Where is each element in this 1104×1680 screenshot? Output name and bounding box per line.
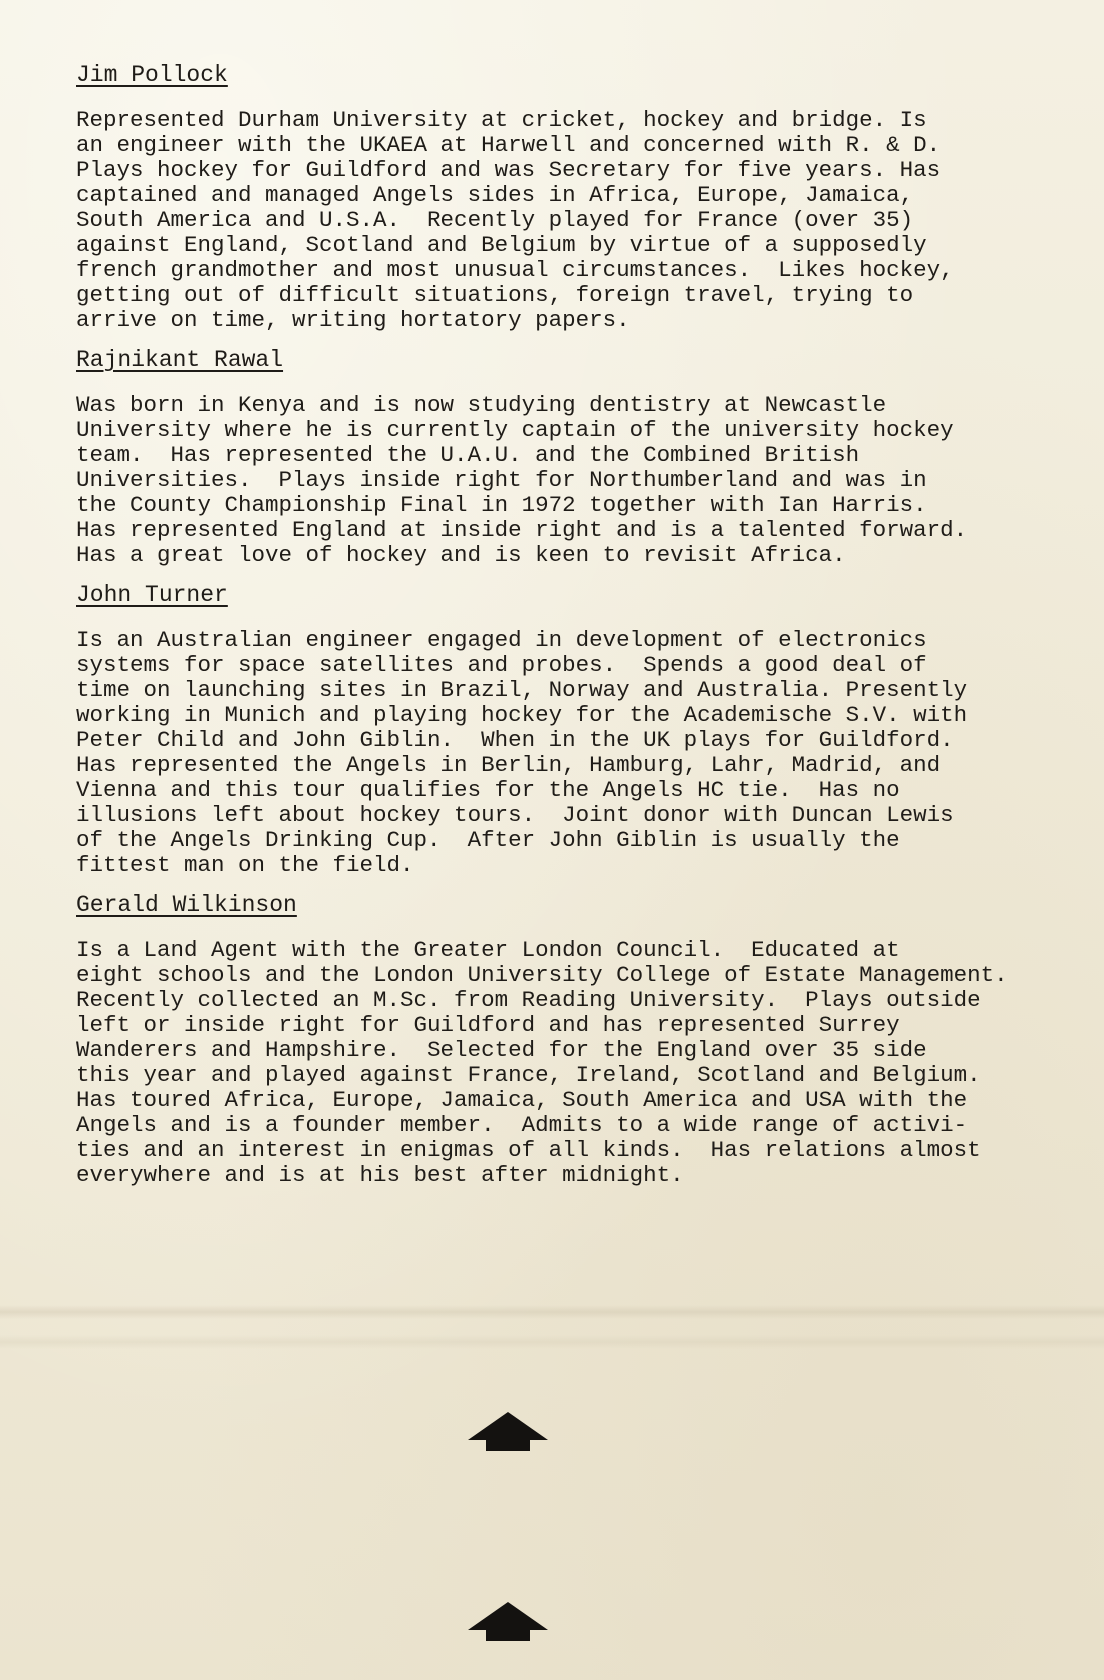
profile-entry xyxy=(76,892,1076,1188)
profile-paragraph xyxy=(76,393,1076,568)
paragraph-line: South America and U.S.A. Recently played for France (over 35) xyxy=(76,207,914,233)
paragraph-line: Is an Australian engineer engaged in development of electronics xyxy=(76,627,927,653)
arrow-head xyxy=(468,1602,548,1630)
profile-name: Gerald Wilkinson xyxy=(76,892,297,918)
paragraph-line: Has toured Africa, Europe, Jamaica, South America and USA with the xyxy=(76,1087,968,1113)
paragraph-line: arrive on time, writing hortatory papers. xyxy=(76,307,630,333)
paragraph-line: time on launching sites in Brazil, Norway and Australia. Presently xyxy=(76,677,968,703)
paragraph-line: ties and an interest in enigmas of all kinds. Has relations almost xyxy=(76,1137,981,1163)
paragraph-line: eight schools and the London University College of Estate Management. xyxy=(76,962,1008,988)
document-body xyxy=(76,62,1076,1202)
profile-paragraph xyxy=(76,938,1076,1188)
paragraph-line: team. Has represented the U.A.U. and the Combined British xyxy=(76,442,860,468)
paragraph-line: illusions left about hockey tours. Joint donor with Duncan Lewis xyxy=(76,802,954,828)
paragraph-line: this year and played against France, Ireland, Scotland and Belgium. xyxy=(76,1062,981,1088)
paragraph-line: against England, Scotland and Belgium by virtue of a supposedly xyxy=(76,232,927,258)
paragraph-line: Has represented England at inside right and is a talented forward. xyxy=(76,517,968,543)
paragraph-line: Wanderers and Hampshire. Selected for the England over 35 side xyxy=(76,1037,927,1063)
paragraph-line: of the Angels Drinking Cup. After John Giblin is usually the xyxy=(76,827,900,853)
paragraph-line: everywhere and is at his best after midnight. xyxy=(76,1162,684,1188)
paragraph-line: University where he is currently captain of the university hockey xyxy=(76,417,954,443)
paper-fold xyxy=(0,1305,1104,1319)
paper-fold xyxy=(0,1335,1104,1349)
profile-paragraph xyxy=(76,108,1076,333)
paragraph-line: fittest man on the field. xyxy=(76,852,414,878)
paragraph-line: left or inside right for Guildford and has represented Surrey xyxy=(76,1012,900,1038)
profile-paragraph xyxy=(76,628,1076,878)
paragraph-line: Peter Child and John Giblin. When in the UK plays for Guildford. xyxy=(76,727,954,753)
paragraph-line: Recently collected an M.Sc. from Reading University. Plays outside xyxy=(76,987,981,1013)
paragraph-line: Angels and is a founder member. Admits to a wide range of activi- xyxy=(76,1112,968,1138)
profile-name: Rajnikant Rawal xyxy=(76,347,284,373)
paragraph-line: Universities. Plays inside right for Northumberland and was in xyxy=(76,467,927,493)
profile-name: John Turner xyxy=(76,582,228,608)
profile-entry xyxy=(76,347,1076,568)
paragraph-line: french grandmother and most unusual circumstances. Likes hockey, xyxy=(76,257,954,283)
paragraph-line: Has a great love of hockey and is keen to revisit Africa. xyxy=(76,542,846,568)
arrow-head xyxy=(468,1412,548,1440)
paragraph-line: captained and managed Angels sides in Africa, Europe, Jamaica, xyxy=(76,182,914,208)
arrow-stem xyxy=(486,1629,530,1641)
paragraph-line: systems for space satellites and probes. Spends a good deal of xyxy=(76,652,927,678)
paragraph-line: Vienna and this tour qualifies for the Angels HC tie. Has no xyxy=(76,777,900,803)
profile-name: Jim Pollock xyxy=(76,62,228,88)
paragraph-line: the County Championship Final in 1972 together with Ian Harris. xyxy=(76,492,927,518)
profile-entry xyxy=(76,582,1076,878)
paragraph-line: Plays hockey for Guildford and was Secretary for five years. Has xyxy=(76,157,941,183)
paragraph-line: getting out of difficult situations, foreign travel, trying to xyxy=(76,282,914,308)
paragraph-line: Was born in Kenya and is now studying dentistry at Newcastle xyxy=(76,392,887,418)
arrow-stem xyxy=(486,1439,530,1451)
paragraph-line: Has represented the Angels in Berlin, Hamburg, Lahr, Madrid, and xyxy=(76,752,941,778)
profile-entry xyxy=(76,62,1076,333)
paragraph-line: Is a Land Agent with the Greater London Council. Educated at xyxy=(76,937,900,963)
paragraph-line: Represented Durham University at cricket, hockey and bridge. Is xyxy=(76,107,927,133)
paragraph-line: an engineer with the UKAEA at Harwell and concerned with R. & D. xyxy=(76,132,941,158)
paragraph-line: working in Munich and playing hockey for the Academische S.V. with xyxy=(76,702,968,728)
